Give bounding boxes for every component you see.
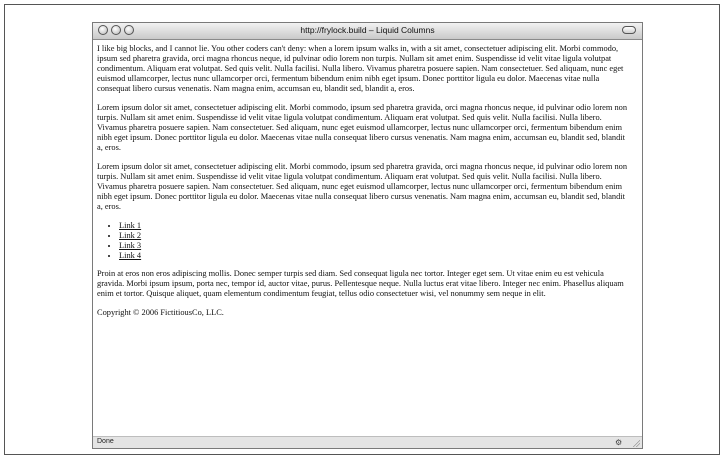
link-2[interactable]: Link 2: [119, 231, 142, 240]
list-item: [119, 221, 632, 231]
link-list: [97, 221, 632, 261]
list-item: [119, 231, 632, 241]
list-item: [119, 251, 632, 261]
paragraph-1: I like big blocks, and I cannot lie. You other coders can't deny: when a lorem ipsum walks in, with a sit amet, consectetuer adipiscing elit. Morbi commodo, ipsum sed pharetra gravida, orci magna rhoncus neque, id pulvinar odio lorem non turpis. Nullam sit amet enim. Suspendisse id velit vitae ligula volutpat condimentum. Aliquam erat volutpat. Sed quis velit. Nulla facilisi. Nulla libero. Vivamus pharetra posuere sapien. Nam consectetuer. Sed aliquam, nunc eget euismod ullamcorper, lectus nunc ullamcorper orci, fermentum bibendum enim nibh eget ipsum. Donec porttitor ligula eu dolor. Maecenas vitae nulla consequat libero cursus venenatis. Nam magna enim, accumsan eu, blandit sed, blandit a, eros.: [97, 44, 624, 93]
toolbar-toggle-icon[interactable]: [622, 26, 636, 34]
paragraph-2: Lorem ipsum dolor sit amet, consectetuer adipiscing elit. Morbi commodo, ipsum sed pharetra gravida, orci magna rhoncus neque, id pulvinar odio lorem non turpis. Nullam sit amet enim. Suspendisse id velit vitae ligula volutpat condimentum. Aliquam erat volutpat. Sed quis velit. Nulla facilisi. Nulla libero. Vivamus pharetra posuere sapien. Nam consectetuer. Sed aliquam, nunc eget euismod ullamcorper, lectus nunc ullamcorper orci, fermentum bibendum enim nibh eget ipsum. Donec porttitor ligula eu dolor. Maecenas vitae nulla consequat libero cursus venenatis. Nam magna enim, accumsan eu, blandit sed, blandit a, eros.: [97, 103, 628, 152]
title-bar[interactable]: [93, 23, 642, 40]
screenshot-frame: [4, 4, 720, 455]
link-1[interactable]: Link 1: [119, 221, 142, 230]
copyright: Copyright © 2006 FictitiousCo, LLC.: [97, 308, 224, 317]
security-icon[interactable]: ⚙: [615, 438, 623, 447]
window-title: http://frylock.build – Liquid Columns: [300, 25, 435, 35]
browser-window: [92, 22, 643, 449]
page-content: [97, 44, 632, 327]
list-item: [119, 241, 632, 251]
link-4[interactable]: Link 4: [119, 251, 142, 260]
resize-grip-icon[interactable]: [632, 439, 640, 447]
paragraph-3: Lorem ipsum dolor sit amet, consectetuer adipiscing elit. Morbi commodo, ipsum sed pharetra gravida, orci magna rhoncus neque, id pulvinar odio lorem non turpis. Nullam sit amet enim. Suspendisse id velit vitae ligula volutpat condimentum. Aliquam erat volutpat. Sed quis velit. Nulla facilisi. Nulla libero. Vivamus pharetra posuere sapien. Nam consectetuer. Sed aliquam, nunc eget euismod ullamcorper, lectus nunc ullamcorper orci, fermentum bibendum enim nibh eget ipsum. Donec porttitor ligula eu dolor. Maecenas vitae nulla consequat libero cursus venenatis. Nam magna enim, accumsan eu, blandit sed, blandit a, eros.: [97, 162, 628, 211]
closing-paragraph: Proin at eros non eros adipiscing mollis. Donec semper turpis sed diam. Sed consequat ligula nec tortor. Integer eget sem. Ut vitae enim eu est vehicula gravida. Morbi ipsum ipsum, porta nec, tempor id, auctor vitae, purus. Pellentesque neque. Nulla luctus erat vitae libero. Integer nec enim. Phasellus aliquam enim et tortor. Quisque aliquet, quam elementum condimentum feugiat, tellus odio consectetuer wisi, vel nonummy sem neque in elit.: [97, 269, 624, 298]
status-bar: [93, 436, 642, 448]
status-text: Done: [97, 438, 114, 445]
link-3[interactable]: Link 3: [119, 241, 142, 250]
